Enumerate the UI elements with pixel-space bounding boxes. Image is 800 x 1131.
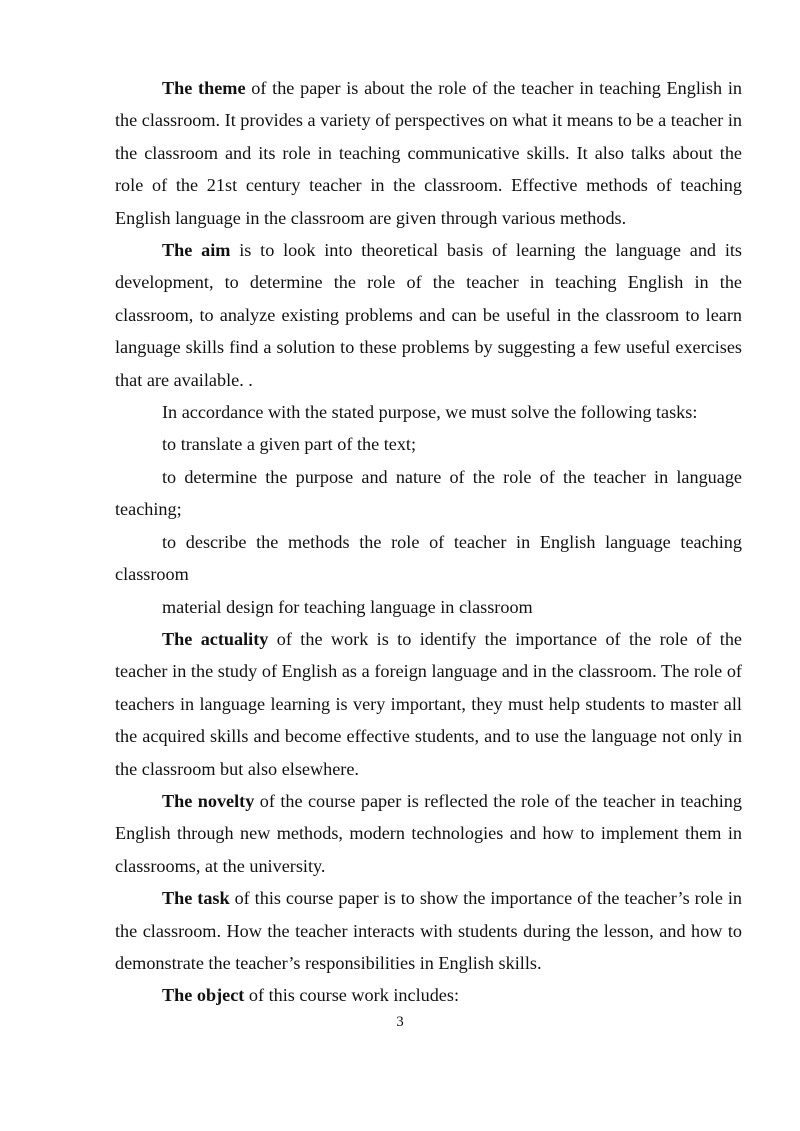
paragraph-lead: The object: [162, 985, 245, 1006]
paragraph-lead: The task: [162, 888, 230, 909]
paragraph-text: of the paper is about the role of the teacher in teaching English in the classroom. It provides a variety of perspectives on what it means to be a teacher in the classroom and its role in teaching communicative skills. It also talks about the role of the 21st century teacher in the classroom. Effective methods of teaching English language in the classroom are given through various methods.: [115, 78, 742, 228]
paragraph-text: to describe the methods the role of teacher in English language teaching classroom: [115, 531, 742, 585]
paragraph-lead: The aim: [162, 240, 231, 261]
paragraph-actuality: [115, 623, 742, 785]
task-item: [115, 461, 742, 526]
task-item: [115, 428, 742, 460]
paragraph-text: In accordance with the stated purpose, we must solve the following tasks:: [162, 402, 698, 423]
paragraph-text: of this course work includes:: [244, 985, 460, 1006]
page-number: 3: [396, 1014, 404, 1030]
paragraph-tasks-intro: [115, 396, 742, 428]
task-item: [115, 591, 742, 623]
paragraph-lead: The actuality: [162, 628, 269, 649]
paragraph-task: [115, 882, 742, 979]
paragraph-theme: [115, 72, 742, 234]
paragraph-text: of the course paper is reflected the role of the teacher in teaching English through new methods, modern technologies and how to implement them in classrooms, at the university.: [115, 790, 742, 876]
document-page: [115, 72, 742, 1012]
paragraph-text: material design for teaching language in classroom: [162, 596, 533, 617]
paragraph-text: of the work is to identify the importance of the role of the teacher in the study of English as a foreign language and in the classroom. The role of teachers in language learning is very important, they must help students to master all the acquired skills and become effective students, and to use the language not only in the classroom but also elsewhere.: [115, 628, 742, 779]
paragraph-text: is to look into theoretical basis of learning the language and its development, to determine the role of the teacher in teaching English in the classroom, to analyze existing problems and can be useful in the classroom to learn language skills find a solution to these problems by suggesting a few useful exercises that are available. .: [115, 240, 743, 390]
paragraph-aim: [115, 234, 742, 396]
paragraph-lead: The novelty: [162, 790, 255, 811]
paragraph-object: [115, 979, 742, 1011]
paragraph-text: to determine the purpose and nature of the role of the teacher in language teaching;: [115, 466, 742, 520]
paragraph-text: to translate a given part of the text;: [162, 434, 417, 455]
paragraph-lead: The theme: [162, 78, 246, 98]
paragraph-text: of this course paper is to show the importance of the teacher’s role in the classroom. How the teacher interacts with students during the lesson, and how to demonstrate the teacher’s responsibilities in English skills.: [115, 888, 742, 973]
paragraph-novelty: [115, 785, 742, 882]
task-item: [115, 526, 742, 591]
